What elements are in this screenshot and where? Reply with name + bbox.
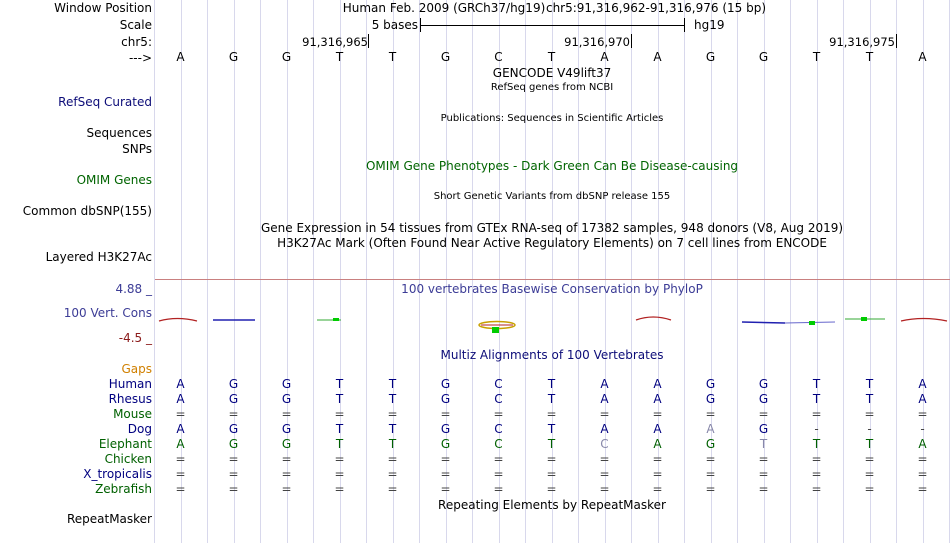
aligned-base: G <box>281 437 292 451</box>
aligned-base: T <box>335 377 344 391</box>
gridline <box>896 0 897 543</box>
aligned-base: = <box>334 452 345 466</box>
base-letter: A <box>600 50 609 64</box>
base-letter: A <box>653 50 662 64</box>
gencode-track-title[interactable]: GENCODE V49lift37 <box>492 66 612 80</box>
coord-tick-2: 91,316,970 <box>564 35 630 49</box>
base-letter: G <box>758 50 769 64</box>
aligned-base: = <box>599 467 610 481</box>
aligned-base: = <box>864 467 875 481</box>
aligned-base: = <box>811 467 822 481</box>
aligned-base: T <box>812 437 821 451</box>
aligned-base: G <box>440 422 451 436</box>
aligned-base: G <box>440 392 451 406</box>
coord-tick-2-mark <box>631 34 632 48</box>
aligned-base: = <box>440 452 451 466</box>
aligned-base: = <box>758 482 769 496</box>
aligned-base: = <box>652 452 663 466</box>
aligned-base: = <box>917 407 928 421</box>
scale-bar-left-cap <box>420 18 421 32</box>
strand-label: ---> <box>128 51 152 65</box>
aligned-base: G <box>281 377 292 391</box>
aligned-base: A <box>706 422 715 436</box>
phylop-min-label: -4.5 _ <box>118 331 152 345</box>
aligned-base: = <box>334 467 345 481</box>
aligned-base: = <box>864 482 875 496</box>
aligned-base: = <box>917 467 928 481</box>
gaps-label: Gaps <box>121 362 152 376</box>
aligned-base: = <box>387 467 398 481</box>
aligned-base: A <box>918 392 927 406</box>
base-letter: T <box>335 50 344 64</box>
aligned-base: C <box>494 377 503 391</box>
aligned-base: = <box>281 452 292 466</box>
window-position-label: Window Position <box>54 1 152 15</box>
aligned-base: G <box>281 392 292 406</box>
aligned-base: T <box>865 377 874 391</box>
aligned-base: C <box>494 437 503 451</box>
omim-track-title[interactable]: OMIM Gene Phenotypes - Dark Green Can Be Disease-causing <box>365 159 739 173</box>
aligned-base: = <box>440 482 451 496</box>
aligned-base: = <box>705 482 716 496</box>
phylop-signal-7-peak <box>809 321 815 325</box>
base-letter: T <box>865 50 874 64</box>
base-letter: G <box>705 50 716 64</box>
aligned-base: = <box>440 467 451 481</box>
aligned-base: = <box>705 467 716 481</box>
aligned-base: = <box>281 482 292 496</box>
aligned-base: T <box>335 422 344 436</box>
phylop-signal-6 <box>742 322 785 323</box>
repeatmasker-track-title[interactable]: Repeating Elements by RepeatMasker <box>438 498 666 512</box>
aligned-base: = <box>387 482 398 496</box>
aligned-base: = <box>811 407 822 421</box>
aligned-base: = <box>811 452 822 466</box>
aligned-base: = <box>652 407 663 421</box>
aligned-base: G <box>440 377 451 391</box>
aligned-base: = <box>705 407 716 421</box>
aligned-base: = <box>758 407 769 421</box>
chrom-label: chr5: <box>121 35 152 49</box>
coord-tick-3-mark <box>896 34 897 48</box>
gridline <box>207 0 208 543</box>
aligned-base: T <box>388 392 397 406</box>
phylop-signal-4-peak <box>492 327 499 333</box>
scale-size: 5 bases <box>371 18 418 32</box>
aligned-base: = <box>440 407 451 421</box>
aligned-base: - <box>814 422 819 436</box>
base-letter: G <box>228 50 239 64</box>
base-letter: G <box>281 50 292 64</box>
aligned-base: = <box>175 407 186 421</box>
aligned-base: = <box>387 407 398 421</box>
aligned-base: T <box>547 422 556 436</box>
gridline <box>313 0 314 543</box>
aligned-base: G <box>281 422 292 436</box>
aligned-base: T <box>547 377 556 391</box>
aligned-base: T <box>335 437 344 451</box>
aligned-base: C <box>494 392 503 406</box>
phylop-conservation-plot <box>155 280 950 340</box>
phylop-signal-8-peak <box>861 317 867 321</box>
h3k27-track-label[interactable]: Layered H3K27Ac <box>45 250 152 264</box>
aligned-base: = <box>493 482 504 496</box>
aligned-base: A <box>176 437 185 451</box>
aligned-base: = <box>281 407 292 421</box>
aligned-base: G <box>228 437 239 451</box>
base-letter: A <box>176 50 185 64</box>
aligned-base: = <box>546 467 557 481</box>
aligned-base: = <box>281 467 292 481</box>
aligned-base: C <box>494 422 503 436</box>
scale-bar-right-cap <box>684 18 685 32</box>
aligned-base: G <box>228 392 239 406</box>
aligned-base: = <box>917 452 928 466</box>
aligned-base: T <box>812 377 821 391</box>
aligned-base: = <box>599 482 610 496</box>
gridline <box>631 0 632 543</box>
gtex-track-title[interactable]: Gene Expression in 54 tissues from GTEx RNA-seq of 17382 samples, 948 donors (V8, Aug 2019) <box>260 221 844 235</box>
aligned-base: G <box>758 377 769 391</box>
species-label[interactable]: Rhesus <box>108 392 152 406</box>
pubs-track-title[interactable]: Publications: Sequences in Scientific Articles <box>440 113 664 124</box>
aligned-base: G <box>228 377 239 391</box>
species-label[interactable]: X_tropicalis <box>83 467 152 481</box>
dbsnp-track-title[interactable]: Short Genetic Variants from dbSNP release 155 <box>433 191 671 202</box>
base-letter: T <box>388 50 397 64</box>
aligned-base: T <box>865 437 874 451</box>
aligned-base: G <box>228 422 239 436</box>
phylop-max-label: 4.88 _ <box>115 282 152 296</box>
multiz-track-title[interactable]: Multiz Alignments of 100 Vertebrates <box>440 348 664 362</box>
aligned-base: - <box>920 422 925 436</box>
phylop-track-label[interactable]: 100 Vert. Cons <box>63 306 152 320</box>
aligned-base: = <box>493 452 504 466</box>
aligned-base: = <box>917 482 928 496</box>
aligned-base: = <box>652 482 663 496</box>
gridline <box>790 0 791 543</box>
phylop-signal-9 <box>901 319 947 322</box>
scale-db: hg19 <box>694 18 725 32</box>
aligned-base: = <box>864 452 875 466</box>
dbsnp-track-label[interactable]: Common dbSNP(155) <box>22 204 152 218</box>
species-label[interactable]: Zebrafish <box>95 482 152 496</box>
assembly-title: Human Feb. 2009 (GRCh37/hg19) <box>342 1 546 15</box>
aligned-base: = <box>546 407 557 421</box>
position-range: chr5:91,316,962-91,316,976 (15 bp) <box>545 1 767 15</box>
aligned-base: A <box>918 437 927 451</box>
aligned-base: = <box>493 467 504 481</box>
aligned-base: G <box>705 377 716 391</box>
aligned-base: = <box>599 407 610 421</box>
aligned-base: = <box>546 452 557 466</box>
omim-track-label[interactable]: OMIM Genes <box>76 173 152 187</box>
base-letter: T <box>812 50 821 64</box>
gridline <box>472 0 473 543</box>
aligned-base: = <box>758 452 769 466</box>
repeatmasker-track-label[interactable]: RepeatMasker <box>66 512 152 526</box>
gridline <box>419 0 420 543</box>
aligned-base: = <box>387 452 398 466</box>
aligned-base: G <box>758 392 769 406</box>
aligned-base: = <box>705 452 716 466</box>
coord-tick-1-mark <box>368 34 369 48</box>
aligned-base: A <box>653 437 662 451</box>
aligned-base: C <box>600 437 609 451</box>
base-letter: G <box>440 50 451 64</box>
aligned-base: A <box>653 422 662 436</box>
aligned-base: = <box>334 482 345 496</box>
aligned-base: T <box>547 392 556 406</box>
aligned-base: A <box>918 377 927 391</box>
aligned-base: A <box>653 377 662 391</box>
aligned-base: = <box>493 407 504 421</box>
aligned-base: = <box>864 407 875 421</box>
gridline <box>843 0 844 543</box>
gridline <box>737 0 738 543</box>
gridline <box>154 0 155 543</box>
coord-tick-1: 91,316,965 <box>302 35 368 49</box>
aligned-base: T <box>759 437 768 451</box>
refseq-track-label[interactable]: RefSeq Curated <box>58 95 152 109</box>
aligned-base: = <box>175 482 186 496</box>
aligned-base: = <box>334 407 345 421</box>
aligned-base: T <box>335 392 344 406</box>
base-letter: T <box>547 50 556 64</box>
aligned-base: T <box>865 392 874 406</box>
aligned-base: T <box>812 392 821 406</box>
species-label[interactable]: Dog <box>127 422 152 436</box>
phylop-signal-1 <box>159 319 197 322</box>
aligned-base: = <box>228 467 239 481</box>
phylop-track-title[interactable]: 100 vertebrates Basewise Conservation by PhyloP <box>401 282 703 296</box>
base-letter: C <box>494 50 503 64</box>
phylop-signal-5 <box>636 317 671 320</box>
aligned-base: A <box>176 392 185 406</box>
aligned-base: T <box>388 422 397 436</box>
species-label[interactable]: Elephant <box>98 437 152 451</box>
refseq-track-title[interactable]: RefSeq genes from NCBI <box>490 82 614 93</box>
aligned-base: = <box>546 482 557 496</box>
scale-label: Scale <box>119 18 152 32</box>
aligned-base: T <box>388 377 397 391</box>
aligned-base: A <box>600 377 609 391</box>
aligned-base: G <box>758 422 769 436</box>
base-letter: A <box>918 50 927 64</box>
aligned-base: = <box>599 452 610 466</box>
aligned-base: G <box>440 437 451 451</box>
aligned-base: = <box>758 467 769 481</box>
species-label[interactable]: Mouse <box>113 407 152 421</box>
gridline <box>366 0 367 543</box>
pubs-track-label[interactable]: Sequences <box>86 126 152 140</box>
phylop-signal-3-peak <box>333 318 339 321</box>
h3k27-track-title[interactable]: H3K27Ac Mark (Often Found Near Active Regulatory Elements) on 7 cell lines from ENCODE <box>277 236 827 250</box>
aligned-base: A <box>600 422 609 436</box>
aligned-base: A <box>176 422 185 436</box>
aligned-base: T <box>388 437 397 451</box>
aligned-base: = <box>652 467 663 481</box>
snps-track-label[interactable]: SNPs <box>122 142 152 156</box>
coord-tick-3: 91,316,975 <box>829 35 895 49</box>
gridline <box>260 0 261 543</box>
scale-bar <box>420 25 684 26</box>
aligned-base: A <box>600 392 609 406</box>
aligned-base: T <box>547 437 556 451</box>
aligned-base: G <box>705 437 716 451</box>
species-label[interactable]: Chicken <box>104 452 152 466</box>
aligned-base: = <box>811 482 822 496</box>
aligned-base: A <box>653 392 662 406</box>
aligned-base: = <box>175 452 186 466</box>
aligned-base: - <box>867 422 872 436</box>
aligned-base: = <box>228 452 239 466</box>
species-label[interactable]: Human <box>108 377 152 391</box>
aligned-base: = <box>228 407 239 421</box>
aligned-base: = <box>228 482 239 496</box>
aligned-base: A <box>176 377 185 391</box>
aligned-base: G <box>705 392 716 406</box>
gridline <box>684 0 685 543</box>
aligned-base: = <box>175 467 186 481</box>
